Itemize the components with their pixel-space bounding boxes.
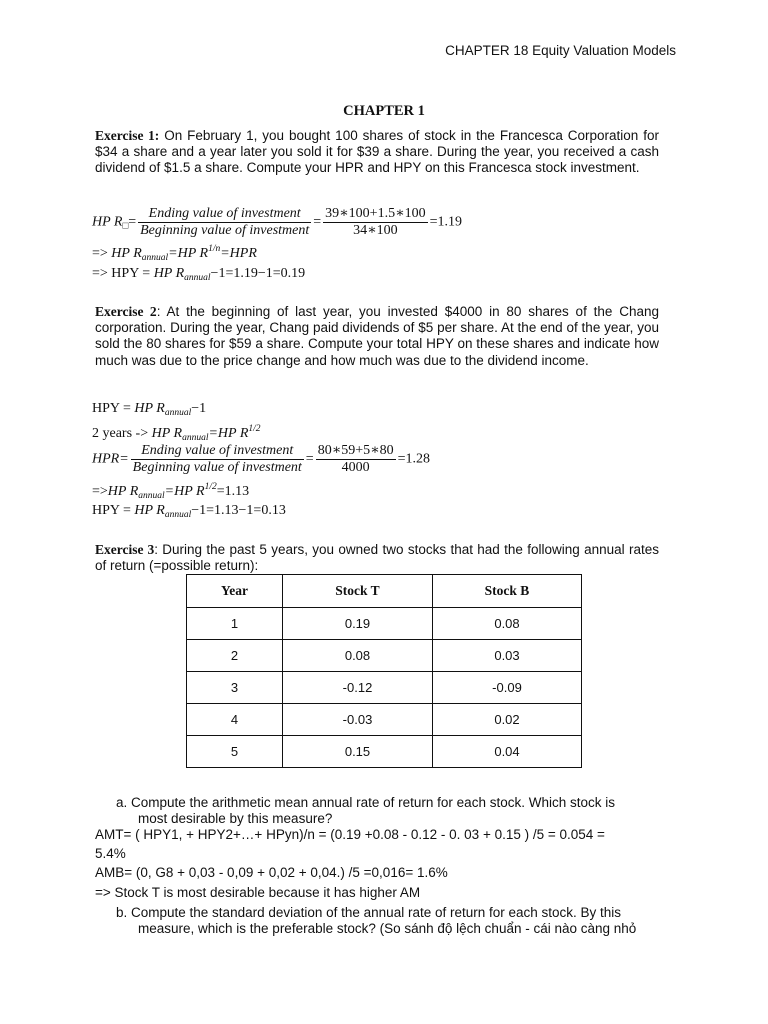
formula-hpr-2: HPR= $\frac{\text{Ending value of investment}}{\text{Beginning value of investment}}$ = $\frac{80∗59+5∗80}{4000}$ =1.28: [92, 443, 431, 475]
formula-term: HP R: [134, 401, 165, 416]
formula-hpy: [92, 266, 305, 283]
formula-result: =1.28: [397, 451, 431, 467]
formula-prefix: HPY =: [92, 503, 135, 518]
formula-prefix: 2 years ->: [92, 426, 152, 441]
amt-line-2: 5.4%: [95, 846, 126, 861]
table-cell-stock-t: -0.12: [283, 672, 433, 704]
formula-term: HP R: [151, 426, 183, 441]
question-a-line-1: a. Compute the arithmetic mean annual rate of return for each stock. Which stock is: [116, 795, 615, 810]
exercise-1-paragraph: [95, 128, 659, 177]
formula-two-years: [92, 424, 261, 443]
table-cell-stock-b: -0.09: [433, 672, 582, 704]
formula-term: =1.13: [216, 484, 250, 499]
table-cell-stock-b: 0.08: [433, 608, 582, 640]
formula-term: −1=1.19−1=0.19: [210, 266, 306, 281]
formula-term: HP R: [111, 246, 142, 261]
exercise-1-label: Exercise 1:: [95, 128, 160, 143]
formula-fraction-values: [316, 443, 396, 476]
column-header-stock-b: Stock B: [433, 575, 582, 608]
formula-hpr-annual: [92, 244, 257, 263]
running-header: CHAPTER 18 Equity Valuation Models: [445, 43, 676, 58]
exercise-2-label: Exercise 2: [95, 304, 157, 319]
formula-term: −1=1.13−1=0.13: [191, 503, 286, 518]
table-cell-year: 1: [187, 608, 283, 640]
formula-prefix: => HPY =: [92, 266, 154, 281]
exercise-3-label: Exercise 3: [95, 542, 155, 557]
amt-line-1: AMT= ( HPY1, + HPY2+…+ HPyn)/n = (0.19 +0.08 - 0.12 - 0. 03 + 0.15 ) /5 = 0.054 =: [95, 827, 605, 842]
fraction-denominator: Beginning value of investment: [140, 223, 310, 238]
table-row: [187, 640, 582, 672]
exercise-1-text: On February 1, you bought 100 shares of stock in the Francesca Corporation for $34 a share and a year later you sold it for $39 a share. During the year, you received a cash dividend of $1.5 a share. Compute your HPR and HPY on this Francesca stock investment.: [95, 128, 659, 176]
fraction-numerator: Ending value of investment: [138, 206, 311, 223]
formula-fraction: [131, 443, 304, 476]
formula-hpy-result-2: [92, 503, 286, 520]
formula-result: =1.19: [429, 214, 462, 230]
formula-superscript: 1/2: [248, 424, 261, 434]
formula-subscript: annual: [182, 433, 209, 443]
formula-term: =HP R: [164, 484, 205, 499]
formula-term: =HPR: [220, 246, 257, 261]
table-cell-year: 3: [187, 672, 283, 704]
table-cell-year: 5: [187, 736, 283, 768]
table-cell-stock-b: 0.03: [433, 640, 582, 672]
table-cell-stock-b: 0.04: [433, 736, 582, 768]
fraction-denominator: 4000: [341, 460, 370, 475]
table-cell-stock-b: 0.02: [433, 704, 582, 736]
formula-prefix: =>: [92, 246, 112, 261]
formula-subscript: annual: [138, 491, 165, 501]
table-header-row: [187, 575, 582, 608]
formula-superscript: 1/2: [204, 482, 217, 492]
question-b-line-2: measure, which is the preferable stock? (So sánh độ lệch chuẩn - cái nào càng nhỏ: [138, 921, 637, 936]
formula-subscript: annual: [164, 408, 192, 418]
table-row: [187, 736, 582, 768]
formula-term: HP R: [134, 503, 165, 518]
exercise-3-paragraph: [95, 542, 659, 574]
table-cell-stock-t: 0.15: [283, 736, 433, 768]
formula-subscript: annual: [184, 273, 211, 283]
formula-term: −1: [191, 401, 207, 416]
formula-term: =HP R: [168, 246, 209, 261]
table-row: [187, 672, 582, 704]
formula-fraction-values: [323, 206, 427, 239]
formula-hpy-2: [92, 401, 206, 418]
column-header-stock-t: Stock T: [283, 575, 433, 608]
conclusion-line: => Stock T is most desirable because it has higher AM: [95, 885, 421, 900]
fraction-numerator: 80∗59+5∗80: [317, 443, 394, 458]
fraction-denominator: 34∗100: [353, 223, 398, 238]
formula-prefix: HPY =: [92, 401, 135, 416]
formula-subscript: □: [122, 221, 129, 232]
chapter-title: CHAPTER 1: [343, 103, 425, 119]
formula-hpr: HP $R_□=$ $\frac{\text{Ending value of investment}}{\text{Beginning value of investment}}$ = $\frac{39∗100+1.5∗100}{34∗100}$ =1.19: [92, 206, 462, 238]
amb-line: AMB= (0, G8 + 0,03 - 0,09 + 0,02 + 0,04.) /5 =0,016= 1.6%: [95, 865, 448, 880]
formula-term: HP R: [92, 214, 123, 230]
formula-superscript: 1/n: [208, 244, 221, 254]
formula-term: HP R: [153, 266, 185, 281]
table-row: [187, 704, 582, 736]
table-row: [187, 608, 582, 640]
formula-subscript: annual: [164, 510, 192, 520]
table-cell-stock-t: -0.03: [283, 704, 433, 736]
column-header-year: Year: [187, 575, 283, 608]
formula-term: HP R: [107, 484, 139, 499]
table-cell-year: 4: [187, 704, 283, 736]
fraction-numerator: 39∗100+1.5∗100: [325, 206, 426, 221]
table-cell-stock-t: 0.19: [283, 608, 433, 640]
exercise-3-text: : During the past 5 years, you owned two stocks that had the following annual rates of return (=possible return):: [95, 542, 660, 574]
table-cell-year: 2: [187, 640, 283, 672]
formula-subscript: annual: [141, 253, 169, 263]
returns-table: [186, 574, 582, 768]
formula-fraction: [138, 206, 311, 239]
formula-term: =HP R: [208, 426, 249, 441]
formula-term: HPR=: [92, 451, 129, 467]
question-b-line-1: b. Compute the standard deviation of the annual rate of return for each stock. By this: [116, 905, 622, 920]
exercise-2-text: : At the beginning of last year, you invested $4000 in 80 shares of the Chang corporation. During the year, Chang paid dividends of $5 per share. At the end of the year, you sold the 80 shares for $59 a share. Compute your total HPY on these shares and indicate how much was due to the price change and how much was due to the dividend income.: [95, 304, 660, 368]
question-a-line-2: most desirable by this measure?: [138, 811, 333, 826]
formula-hpr-annual-2: [92, 482, 249, 501]
exercise-2-paragraph: [95, 304, 659, 369]
formula-prefix: =>: [92, 484, 108, 499]
fraction-numerator: Ending value of investment: [131, 443, 304, 460]
table-cell-stock-t: 0.08: [283, 640, 433, 672]
fraction-denominator: Beginning value of investment: [132, 460, 302, 475]
